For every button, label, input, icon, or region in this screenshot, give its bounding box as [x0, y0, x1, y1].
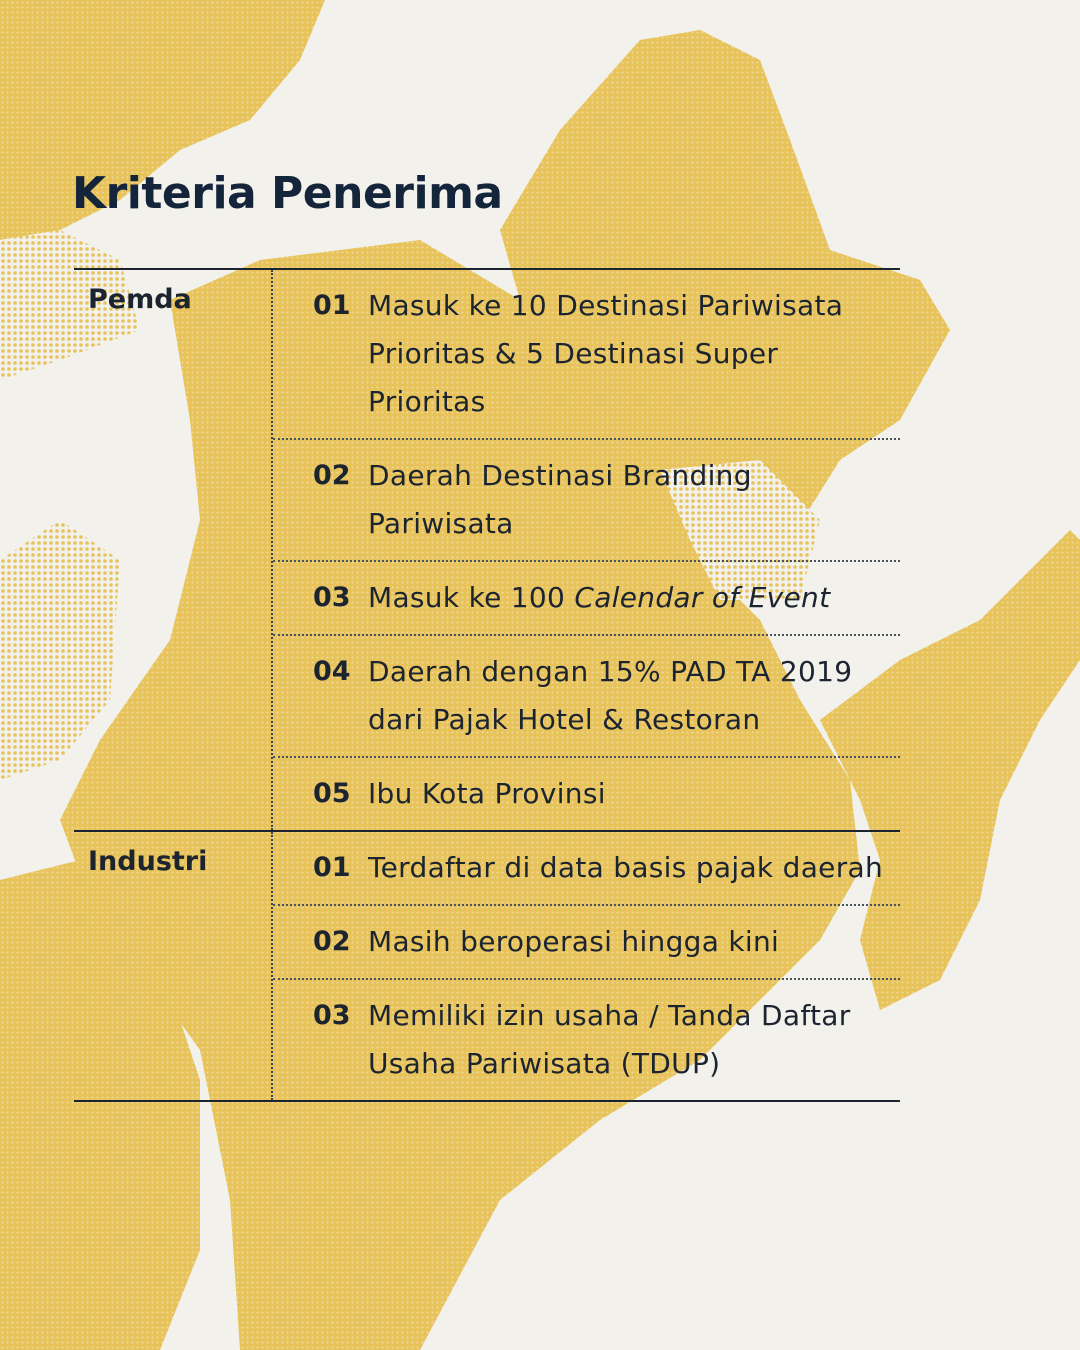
- criteria-item: [273, 270, 900, 438]
- item-number: 02: [313, 460, 351, 491]
- criteria-table: [74, 268, 900, 1102]
- item-text: Daerah Destinasi Branding Pariwisata: [368, 459, 752, 540]
- item-text: Daerah dengan 15% PAD TA 2019 dari Pajak Hotel & Restoran: [368, 655, 853, 736]
- criteria-item: [273, 634, 900, 756]
- criteria-item: [273, 560, 900, 634]
- item-text: Memiliki izin usaha / Tanda Daftar Usaha Pariwisata (TDUP): [368, 999, 851, 1080]
- item-number: 05: [313, 778, 351, 809]
- item-text-italic: Calendar of Event: [574, 581, 831, 614]
- criteria-list: [271, 270, 900, 830]
- criteria-item: [273, 832, 900, 904]
- criteria-list: [271, 832, 900, 1100]
- item-number: 03: [313, 582, 351, 613]
- item-text: Masuk ke 10 Destinasi Pariwisata Prioritas & 5 Destinasi Super Prioritas: [368, 289, 844, 418]
- criteria-item: [273, 438, 900, 560]
- item-number: 03: [313, 1000, 351, 1031]
- criteria-item: [273, 904, 900, 978]
- section-industri: [74, 830, 900, 1102]
- item-number: 04: [313, 656, 351, 687]
- item-text: Masih beroperasi hingga kini: [368, 925, 780, 958]
- page-title: Kriteria Penerima: [72, 168, 503, 219]
- item-number: 01: [313, 852, 351, 883]
- item-number: 02: [313, 926, 351, 957]
- item-text: [368, 574, 830, 622]
- item-text-prefix: Masuk ke 100: [368, 581, 575, 614]
- item-text: Terdaftar di data basis pajak daerah: [368, 851, 884, 884]
- section-label: Pemda: [88, 284, 192, 315]
- section-label: Industri: [88, 846, 208, 877]
- criteria-item: [273, 756, 900, 830]
- section-pemda: [74, 268, 900, 830]
- item-number: 01: [313, 290, 351, 321]
- criteria-item: [273, 978, 900, 1100]
- item-text: Ibu Kota Provinsi: [368, 777, 606, 810]
